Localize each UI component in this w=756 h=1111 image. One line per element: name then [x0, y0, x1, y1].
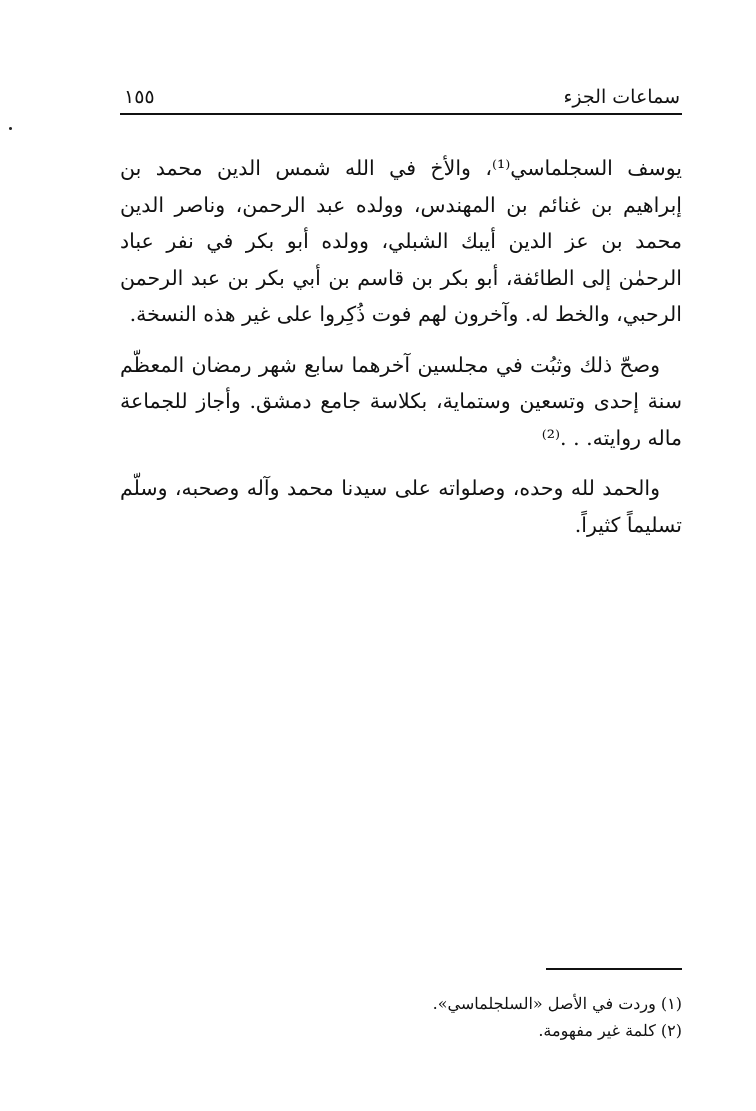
- paragraph-1: يوسف السجلماسي⁽¹⁾، والأخ في الله شمس الدين محمد بن إبراهيم بن غنائم بن المهندس، وولده عبد الرحمن، وناصر الدين محمد بن عز الدين أيبك الشبلي، وولده أبو بكر في نفر عباد الرحمٰن إلى الطائفة، أبو بكر بن قاسم بن أبي بكر بن عبد الرحمن الرحبي، والخط له. وآخرون لهم فوت ذُكِروا على غير هذه النسخة.: [120, 156, 682, 326]
- footnote-separator: [546, 968, 682, 970]
- footnote-1: (١) وردت في الأصل «السلجلماسي».: [432, 994, 682, 1013]
- page-header: [120, 82, 680, 114]
- running-title: سماعات الجزء: [563, 86, 680, 108]
- footnote-2: (٢) كلمة غير مفهومة.: [538, 1021, 682, 1040]
- paragraph-3: والحمد لله وحده، وصلواته على سيدنا محمد وآله وصحبه، وسلّم تسليماً كثيراً.: [120, 476, 682, 537]
- page-number: ١٥٥: [124, 86, 155, 108]
- paragraph-2: وصحّ ذلك وثبُت في مجلسين آخرهما سابع شهر رمضان المعظّم سنة إحدى وتسعين وستماية، بكلاسة جامع دمشق. وأجاز للجماعة ماله روايته. . .⁽²⁾: [120, 352, 682, 450]
- main-text: [120, 150, 682, 557]
- scan-speck: [9, 127, 12, 130]
- header-rule: [120, 113, 682, 115]
- footnotes: [300, 990, 682, 1044]
